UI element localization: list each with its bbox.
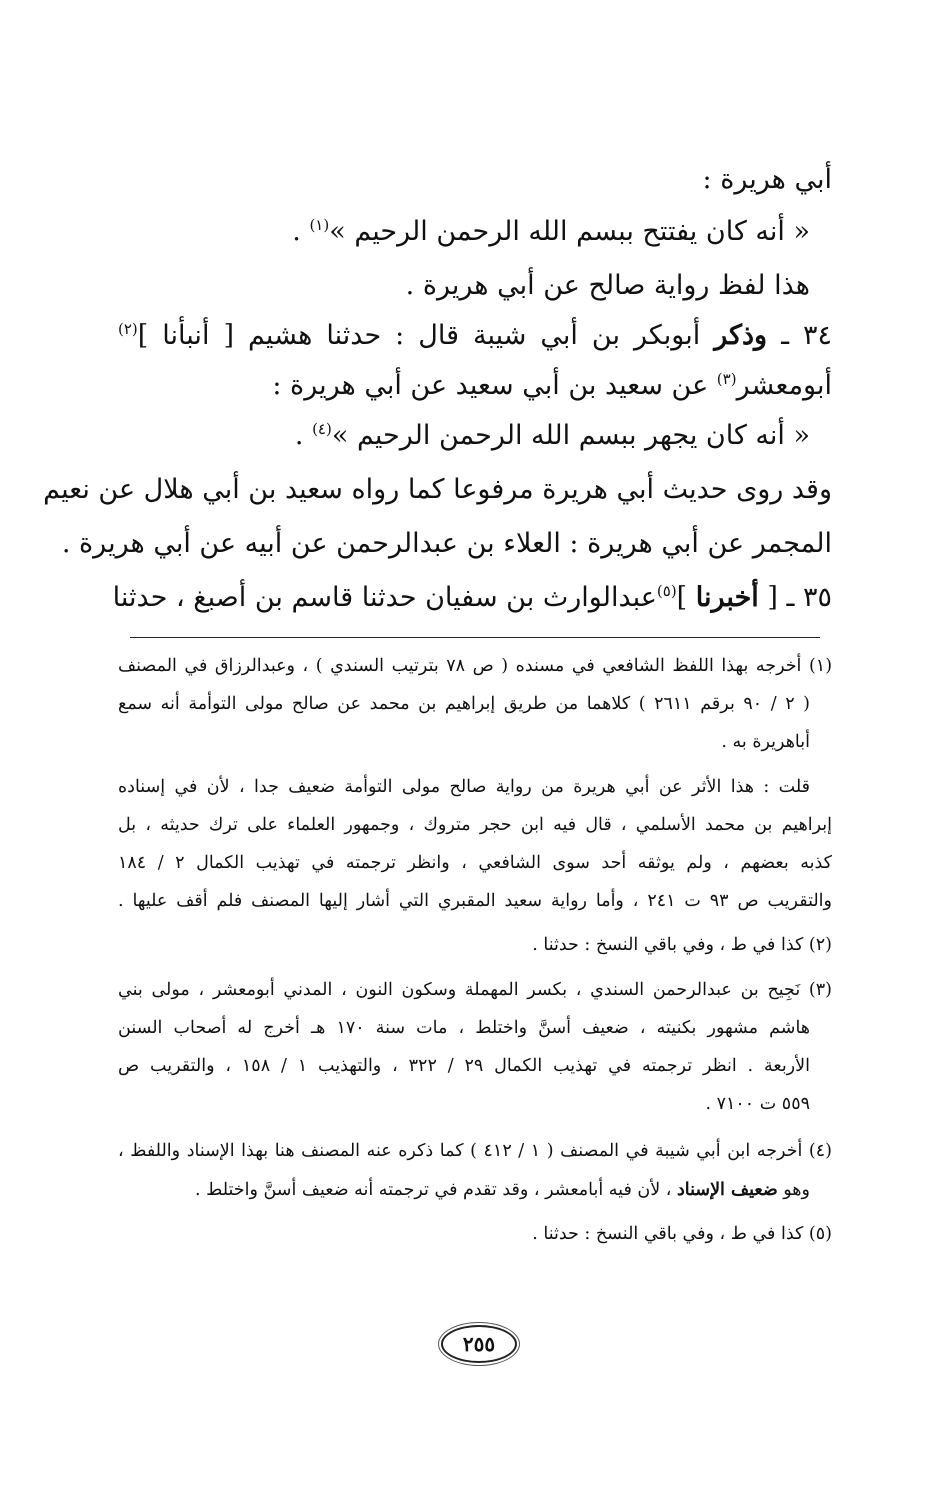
text-span: أبومعشر: [736, 370, 832, 401]
footnote-text: كذبه بعضهم ، ولم يوثقه أحد سوى الشافعي ، وانظر ترجمته في تهذيب الكمال ٢ / ١٨٤: [118, 853, 832, 873]
text-span: هذا لفظ رواية صالح عن أبي هريرة .: [405, 270, 810, 301]
text-span: .: [294, 420, 313, 451]
footnote-1-line-2: [118, 689, 810, 719]
footnote-3-line-4: [118, 1089, 810, 1119]
footnote-text: الأربعة . انظر ترجمته في تهذيب الكمال ٢٩ / ٣٢٢ ، والتهذيب ١ / ١٥٨ ، والتقريب ص: [118, 1056, 810, 1076]
text-span: أبوبكر بن أبي شيبة قال : حدثنا هشيم [ أنبأنا ]: [137, 320, 715, 351]
footnote-text: والتقريب ص ٩٣ ت ٢٤١ ، وأما رواية سعيد المقبري التي أشار إليها المصنف فلم أقف عليها .: [118, 891, 832, 911]
text-span: .: [292, 216, 310, 247]
footnote-text: (٣) نَجِيح بن عبدالرحمن السندي ، بكسر المهملة وسكون النون ، المدني أبومعشر ، مولى بني: [118, 980, 832, 1000]
footnote-1-line-6: [118, 848, 832, 878]
footnote-text: أباهريرة به .: [721, 732, 810, 752]
text-span: أبي هريرة :: [702, 164, 832, 195]
page-number: ٢٥٥: [441, 1325, 517, 1363]
footnote-text: (٥) كذا في ط ، وفي باقي النسخ : حدثنا .: [532, 1224, 832, 1244]
footnote-ref-4: (٤): [312, 420, 332, 438]
footnote-4-line-1: [118, 1136, 832, 1166]
footnote-text: إبراهيم بن محمد الأسلمي ، قال فيه ابن حجر متروك ، وجمهور العلماء على ترك حديثه ، بل: [118, 815, 832, 835]
footnote-ref-3: (٣): [716, 370, 737, 388]
footnote-5: [118, 1219, 832, 1249]
main-line-8: [61, 524, 832, 564]
footnote-1-line-1: [118, 651, 832, 681]
main-line-6: [118, 416, 810, 456]
footnote-text: ( ٢ / ٩٠ برقم ٢٦١١ ) كلاهما من طريق إبراهيم بن محمد عن صالح مولى التوأمة أنه سمع: [118, 694, 810, 714]
footnote-text: (٢) كذا في ط ، وفي باقي النسخ : حدثنا .: [532, 935, 832, 955]
footnote-1-line-7: [118, 886, 832, 916]
footnote-text: قلت : هذا الأثر عن أبي هريرة من رواية صالح مولى التوأمة ضعيف جدا ، لأن في إسناده: [118, 777, 810, 797]
main-line-5: [118, 366, 832, 406]
text-span: وقد روى حديث أبي هريرة مرفوعا كما رواه سعيد بن أبي هلال عن نعيم: [43, 474, 832, 505]
footnote-3-line-1: [118, 975, 832, 1005]
footnote-1-line-3: [118, 727, 810, 757]
text-span: عبدالوارث بن سفيان حدثنا قاسم بن أصبغ ، حدثنا: [112, 582, 657, 613]
footnote-1-line-5: [118, 810, 832, 840]
footnote-text: وهو: [777, 1180, 810, 1200]
footnote-ref-1: (١): [309, 216, 330, 234]
footnote-ref-2: (٢): [118, 320, 138, 338]
main-line-2: [118, 212, 810, 252]
footnote-text: (١) أخرجه بهذا اللفظ الشافعي في مسنده ( ص ٧٨ بترتيب السندي ) ، وعبدالرزاق في المصنف: [118, 656, 833, 676]
text-span: ]: [676, 582, 696, 613]
footnote-text: ، لأن فيه أبامعشر ، وقد تقدم في ترجمته أنه ضعيف أسنَّ واختلط .: [194, 1180, 677, 1200]
footnote-ref-5: (٥): [656, 582, 677, 600]
footnote-3-line-2: [118, 1013, 810, 1043]
footnote-text: (٤) أخرجه ابن أبي شيبة في المصنف ( ١ / ٤١٢ ) كما ذكره عنه المصنف هنا بهذا الإسناد واللفظ ،: [118, 1141, 832, 1161]
main-line-9: [112, 578, 832, 618]
footnote-text: هاشم مشهور بكنيته ، ضعيف أسنَّ واختلط ، مات سنة ١٧٠ هـ أخرج له أصحاب السنن: [118, 1018, 811, 1038]
keyword: وذكر: [714, 320, 768, 351]
footnote-separator: [130, 637, 820, 638]
footnote-1-line-4: [118, 772, 810, 802]
footnote-2: [118, 930, 832, 960]
main-line-4: [118, 316, 832, 356]
keyword: أخبرنا: [695, 582, 759, 613]
section-number: ٣٤ ـ: [767, 320, 832, 351]
text-span: عن سعيد بن أبي سعيد عن أبي هريرة :: [272, 370, 717, 401]
quote-text: « أنه كان يجهر ببسم الله الرحمن الرحيم »: [331, 420, 810, 451]
main-line-1: [118, 160, 832, 200]
footnote-text: ٥٥٩ ت ٧١٠٠ .: [705, 1094, 810, 1114]
footnote-4-line-2: [118, 1175, 810, 1205]
section-number: ٣٥ ـ [: [758, 582, 832, 613]
text-span: المجمر عن أبي هريرة : العلاء بن عبدالرحمن عن أبيه عن أبي هريرة .: [61, 528, 832, 559]
main-line-7: [43, 470, 832, 510]
main-line-3: [118, 266, 810, 306]
footnote-3-line-3: [118, 1051, 810, 1081]
footnote-emphasis: ضعيف الإسناد: [677, 1180, 778, 1200]
quote-text: « أنه كان يفتتح ببسم الله الرحمن الرحيم »: [329, 216, 810, 247]
